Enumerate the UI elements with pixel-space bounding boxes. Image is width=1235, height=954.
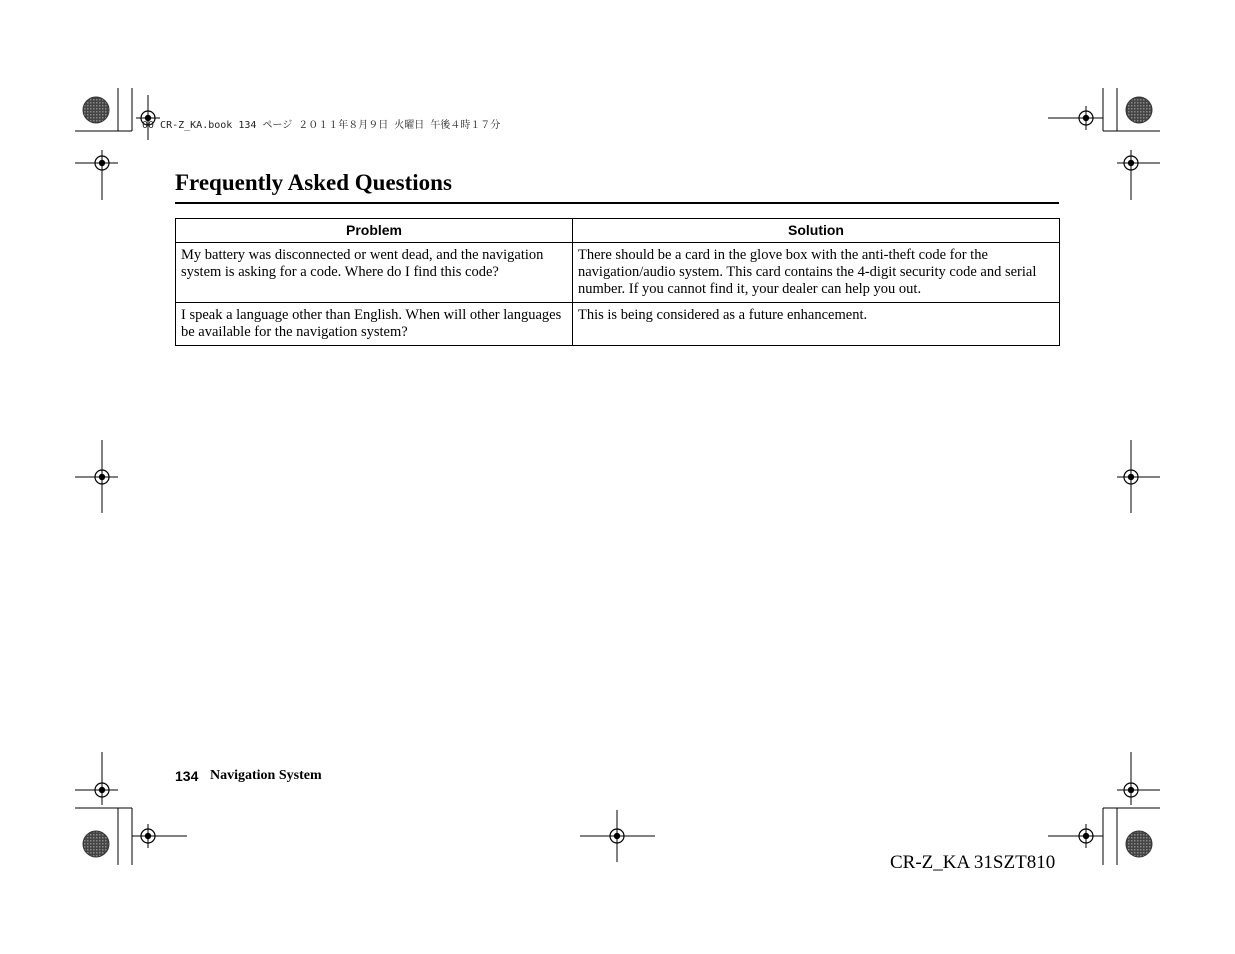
page-number: 134 — [175, 768, 199, 784]
column-header-problem: Problem — [176, 219, 573, 243]
solution-cell: There should be a card in the glove box with the anti-theft code for the navigation/audio system. This card contains the 4-digit security code and serial number. If you cannot find it, your dealer can help you out. — [573, 243, 1060, 303]
title-rule — [175, 202, 1059, 204]
document-code: CR-Z_KA 31SZT810 — [890, 852, 1056, 873]
solution-cell: This is being considered as a future enhancement. — [573, 303, 1060, 346]
starburst-mark — [83, 97, 109, 123]
table-header-row — [176, 219, 1060, 243]
table-row — [176, 303, 1060, 346]
page-title: Frequently Asked Questions — [175, 170, 452, 195]
section-name: Navigation System — [210, 768, 322, 783]
problem-cell: I speak a language other than English. When will other languages be available for the navigation system? — [176, 303, 573, 346]
starburst-mark — [1126, 97, 1152, 123]
print-header: 00 CR-Z_KA.book 134 ページ ２０１１年８月９日 火曜日 午後４時１７分 — [142, 120, 501, 131]
table-row — [176, 243, 1060, 303]
starburst-mark — [1126, 831, 1152, 857]
column-header-solution: Solution — [573, 219, 1060, 243]
problem-cell: My battery was disconnected or went dead, and the navigation system is asking for a code. Where do I find this code? — [176, 243, 573, 303]
starburst-mark — [83, 831, 109, 857]
faq-table — [175, 218, 1060, 346]
